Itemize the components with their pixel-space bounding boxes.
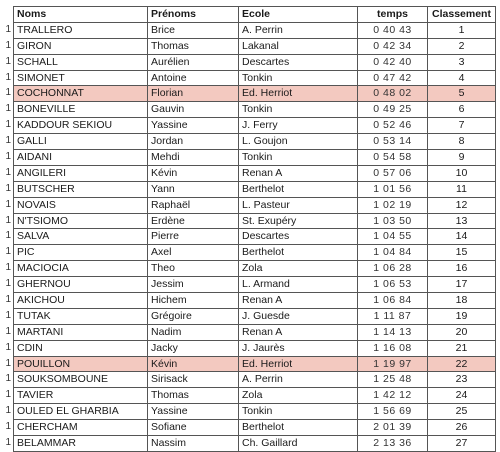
- cell-classement: 24: [428, 388, 496, 404]
- cell-ecole: Descartes: [239, 229, 358, 245]
- row-marker: 1: [5, 39, 11, 51]
- cell-ecole: Tonkin: [239, 150, 358, 166]
- cell-classement: 9: [428, 150, 496, 166]
- cell-prenom: Aurélien: [148, 54, 239, 70]
- table-body: [14, 22, 496, 451]
- cell-temps: 0 49 25: [358, 102, 428, 118]
- cell-temps: 0 53 14: [358, 134, 428, 150]
- cell-prenom: Sirisack: [148, 372, 239, 388]
- cell-temps: 1 04 84: [358, 245, 428, 261]
- cell-classement: 3: [428, 54, 496, 70]
- cell-ecole: Tonkin: [239, 404, 358, 420]
- cell-temps: 1 01 56: [358, 181, 428, 197]
- cell-temps: 0 40 43: [358, 22, 428, 38]
- cell-prenom: Brice: [148, 22, 239, 38]
- row-marker: 1: [5, 357, 11, 369]
- cell-classement: 4: [428, 70, 496, 86]
- cell-temps: 1 56 69: [358, 404, 428, 420]
- table-row: [14, 22, 496, 38]
- cell-ecole: J. Jaurès: [239, 340, 358, 356]
- table-row: [14, 340, 496, 356]
- cell-temps: 1 14 13: [358, 324, 428, 340]
- table-row: [14, 118, 496, 134]
- table-row: [14, 324, 496, 340]
- cell-temps: 0 42 34: [358, 38, 428, 54]
- cell-nom: SOUKSOMBOUNE: [14, 372, 148, 388]
- table-row: [14, 102, 496, 118]
- header-row: [14, 7, 496, 23]
- cell-temps: 1 06 28: [358, 261, 428, 277]
- cell-nom: TUTAK: [14, 308, 148, 324]
- row-marker: 1: [5, 55, 11, 67]
- table-row: [14, 197, 496, 213]
- table-row: [14, 436, 496, 452]
- cell-ecole: J. Guesde: [239, 308, 358, 324]
- cell-classement: 26: [428, 420, 496, 436]
- cell-temps: 1 19 97: [358, 356, 428, 372]
- cell-classement: 14: [428, 229, 496, 245]
- cell-classement: 25: [428, 404, 496, 420]
- cell-temps: 1 25 48: [358, 372, 428, 388]
- cell-temps: 1 16 08: [358, 340, 428, 356]
- header-ecole: Ecole: [239, 7, 358, 23]
- row-marker: 1: [5, 87, 11, 99]
- cell-ecole: Tonkin: [239, 70, 358, 86]
- cell-prenom: Antoine: [148, 70, 239, 86]
- row-marker: 1: [5, 119, 11, 131]
- cell-ecole: Berthelot: [239, 181, 358, 197]
- cell-ecole: Ed. Herriot: [239, 356, 358, 372]
- row-marker: 1: [5, 294, 11, 306]
- cell-temps: 0 42 40: [358, 54, 428, 70]
- table-row: [14, 229, 496, 245]
- table-row: [14, 372, 496, 388]
- cell-prenom: Erdène: [148, 213, 239, 229]
- cell-prenom: Raphaël: [148, 197, 239, 213]
- cell-ecole: A. Perrin: [239, 372, 358, 388]
- cell-nom: CDIN: [14, 340, 148, 356]
- row-marker: 1: [5, 437, 11, 449]
- cell-prenom: Thomas: [148, 38, 239, 54]
- cell-nom: SIMONET: [14, 70, 148, 86]
- cell-nom: TAVIER: [14, 388, 148, 404]
- cell-prenom: Jordan: [148, 134, 239, 150]
- cell-ecole: St. Exupéry: [239, 213, 358, 229]
- cell-prenom: Pierre: [148, 229, 239, 245]
- row-marker: 1: [5, 182, 11, 194]
- row-marker: 1: [5, 246, 11, 258]
- cell-prenom: Nadim: [148, 324, 239, 340]
- cell-prenom: Kévin: [148, 165, 239, 181]
- row-marker: 1: [5, 135, 11, 147]
- row-marker: 1: [5, 421, 11, 433]
- row-marker: 1: [5, 151, 11, 163]
- table-row: [14, 245, 496, 261]
- cell-classement: 27: [428, 436, 496, 452]
- cell-prenom: Nassim: [148, 436, 239, 452]
- table-row: [14, 181, 496, 197]
- cell-prenom: Kévin: [148, 356, 239, 372]
- cell-prenom: Yassine: [148, 404, 239, 420]
- cell-temps: 0 54 58: [358, 150, 428, 166]
- cell-prenom: Jessim: [148, 277, 239, 293]
- row-marker: 1: [5, 214, 11, 226]
- cell-ecole: A. Perrin: [239, 22, 358, 38]
- cell-ecole: Renan A: [239, 324, 358, 340]
- cell-nom: BUTSCHER: [14, 181, 148, 197]
- table-row: [14, 293, 496, 309]
- cell-classement: 11: [428, 181, 496, 197]
- cell-classement: 19: [428, 308, 496, 324]
- row-marker: 1: [5, 230, 11, 242]
- cell-ecole: Zola: [239, 261, 358, 277]
- cell-ecole: Renan A: [239, 293, 358, 309]
- cell-classement: 18: [428, 293, 496, 309]
- cell-nom: OULED EL GHARBIA: [14, 404, 148, 420]
- cell-prenom: Yann: [148, 181, 239, 197]
- table-row: [14, 388, 496, 404]
- cell-temps: 1 11 87: [358, 308, 428, 324]
- table-row: [14, 277, 496, 293]
- cell-temps: 1 06 53: [358, 277, 428, 293]
- cell-classement: 20: [428, 324, 496, 340]
- row-marker: 1: [5, 23, 11, 35]
- cell-nom: COCHONNAT: [14, 86, 148, 102]
- cell-prenom: Axel: [148, 245, 239, 261]
- cell-temps: 1 06 84: [358, 293, 428, 309]
- cell-nom: GHERNOU: [14, 277, 148, 293]
- row-marker: 1: [5, 389, 11, 401]
- cell-prenom: Florian: [148, 86, 239, 102]
- cell-nom: GALLI: [14, 134, 148, 150]
- cell-nom: KADDOUR SEKIOU: [14, 118, 148, 134]
- cell-prenom: Thomas: [148, 388, 239, 404]
- cell-prenom: Jacky: [148, 340, 239, 356]
- cell-ecole: Ch. Gaillard: [239, 436, 358, 452]
- table-row: [14, 308, 496, 324]
- cell-classement: 5: [428, 86, 496, 102]
- cell-nom: POUILLON: [14, 356, 148, 372]
- cell-temps: 2 13 36: [358, 436, 428, 452]
- cell-prenom: Theo: [148, 261, 239, 277]
- cell-prenom: Yassine: [148, 118, 239, 134]
- cell-classement: 1: [428, 22, 496, 38]
- table-row: [14, 86, 496, 102]
- cell-ecole: Lakanal: [239, 38, 358, 54]
- table-row: [14, 165, 496, 181]
- cell-prenom: Gauvin: [148, 102, 239, 118]
- cell-temps: 2 01 39: [358, 420, 428, 436]
- cell-nom: BELAMMAR: [14, 436, 148, 452]
- cell-nom: N'TSIOMO: [14, 213, 148, 229]
- cell-prenom: Mehdi: [148, 150, 239, 166]
- cell-nom: MACIOCIA: [14, 261, 148, 277]
- table-row: [14, 356, 496, 372]
- row-marker: 1: [5, 262, 11, 274]
- row-marker: 1: [5, 373, 11, 385]
- cell-nom: BONEVILLE: [14, 102, 148, 118]
- row-marker: 1: [5, 309, 11, 321]
- results-table: [13, 6, 496, 452]
- cell-temps: 0 52 46: [358, 118, 428, 134]
- cell-temps: 0 57 06: [358, 165, 428, 181]
- cell-temps: 0 47 42: [358, 70, 428, 86]
- cell-nom: AKICHOU: [14, 293, 148, 309]
- cell-classement: 22: [428, 356, 496, 372]
- row-marker: 1: [5, 325, 11, 337]
- table-row: [14, 54, 496, 70]
- table-row: [14, 70, 496, 86]
- cell-nom: GIRON: [14, 38, 148, 54]
- cell-nom: ANGILERI: [14, 165, 148, 181]
- cell-classement: 7: [428, 118, 496, 134]
- cell-temps: 1 02 19: [358, 197, 428, 213]
- cell-classement: 10: [428, 165, 496, 181]
- cell-prenom: Grégoire: [148, 308, 239, 324]
- cell-nom: SCHALL: [14, 54, 148, 70]
- row-marker: 1: [5, 341, 11, 353]
- row-marker: 1: [5, 71, 11, 83]
- table-row: [14, 150, 496, 166]
- cell-ecole: Tonkin: [239, 102, 358, 118]
- cell-classement: 12: [428, 197, 496, 213]
- cell-classement: 17: [428, 277, 496, 293]
- cell-classement: 2: [428, 38, 496, 54]
- table-row: [14, 213, 496, 229]
- table-row: [14, 134, 496, 150]
- row-marker: 1: [5, 103, 11, 115]
- cell-prenom: Sofiane: [148, 420, 239, 436]
- row-marker: 1: [5, 405, 11, 417]
- header-temps: temps: [358, 7, 428, 23]
- cell-classement: 16: [428, 261, 496, 277]
- cell-ecole: Berthelot: [239, 245, 358, 261]
- cell-ecole: L. Goujon: [239, 134, 358, 150]
- cell-temps: 1 42 12: [358, 388, 428, 404]
- table-row: [14, 38, 496, 54]
- cell-temps: 1 03 50: [358, 213, 428, 229]
- cell-classement: 21: [428, 340, 496, 356]
- cell-temps: 0 48 02: [358, 86, 428, 102]
- cell-nom: SALVA: [14, 229, 148, 245]
- cell-nom: TRALLERO: [14, 22, 148, 38]
- cell-ecole: J. Ferry: [239, 118, 358, 134]
- cell-nom: CHERCHAM: [14, 420, 148, 436]
- row-marker: 1: [5, 198, 11, 210]
- cell-temps: 1 04 55: [358, 229, 428, 245]
- cell-classement: 15: [428, 245, 496, 261]
- cell-ecole: L. Pasteur: [239, 197, 358, 213]
- header-classement: Classement: [428, 7, 496, 23]
- cell-ecole: Descartes: [239, 54, 358, 70]
- cell-classement: 13: [428, 213, 496, 229]
- cell-classement: 6: [428, 102, 496, 118]
- cell-ecole: Zola: [239, 388, 358, 404]
- cell-nom: AIDANI: [14, 150, 148, 166]
- cell-ecole: Renan A: [239, 165, 358, 181]
- row-marker: 1: [5, 166, 11, 178]
- cell-ecole: L. Armand: [239, 277, 358, 293]
- cell-ecole: Berthelot: [239, 420, 358, 436]
- table-row: [14, 420, 496, 436]
- cell-nom: MARTANI: [14, 324, 148, 340]
- cell-prenom: Hichem: [148, 293, 239, 309]
- cell-ecole: Ed. Herriot: [239, 86, 358, 102]
- header-prenoms: Prénoms: [148, 7, 239, 23]
- header-noms: Noms: [14, 7, 148, 23]
- row-marker-column: [0, 6, 13, 451]
- cell-nom: PIC: [14, 245, 148, 261]
- row-marker: 1: [5, 278, 11, 290]
- cell-classement: 8: [428, 134, 496, 150]
- cell-classement: 23: [428, 372, 496, 388]
- table-row: [14, 261, 496, 277]
- table-row: [14, 404, 496, 420]
- cell-nom: NOVAIS: [14, 197, 148, 213]
